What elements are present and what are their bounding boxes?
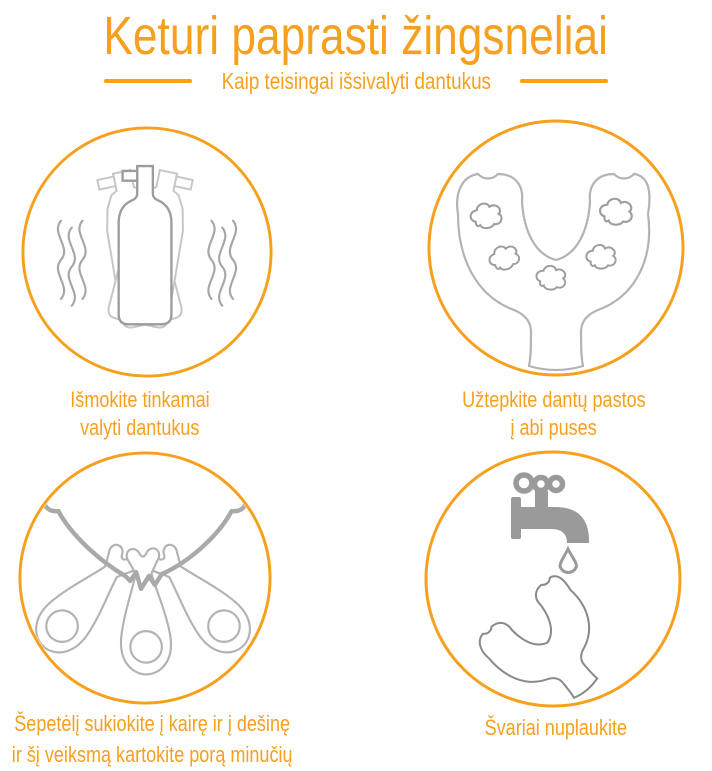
- page-subtitle: Kaip teisingai išsivalyti dantukus: [221, 68, 491, 94]
- rotating-brushes: [25, 536, 261, 675]
- faucet-icon: [511, 475, 589, 572]
- step-2-caption: [424, 386, 684, 442]
- step-1: [20, 125, 274, 379]
- step-3: [17, 450, 273, 706]
- step-2: [426, 118, 686, 378]
- u-toothbrush-with-paste-icon: [426, 118, 686, 378]
- right-dash-decoration: [520, 79, 608, 83]
- water-drop-icon: [560, 549, 577, 572]
- caption-line: valyti dantukus: [80, 415, 200, 440]
- faucet-rinse-icon: [423, 449, 683, 709]
- caption-line: Šepetėlį sukiokite į kairę ir į dešinę: [14, 711, 290, 736]
- caption-line: Švariai nuplaukite: [484, 715, 628, 740]
- subtitle-row: [0, 67, 712, 95]
- rinsed-toothbrush: [474, 572, 627, 709]
- page-title: [0, 8, 712, 64]
- caption-line: Išmokite tinkamai: [70, 387, 210, 412]
- step-4-caption: [426, 714, 686, 742]
- faucet-handle-rings: [516, 475, 563, 491]
- caption-line: ir šį veiksmą kartokite porą minučių: [11, 742, 293, 767]
- caption-line: Užtepkite dantų pastos: [462, 387, 646, 412]
- left-dash-decoration: [104, 79, 192, 83]
- caption-line: į abi puses: [510, 415, 598, 440]
- step-1-caption: [10, 386, 270, 442]
- shaking-bottle-icon: [20, 125, 274, 379]
- page-title-text: Keturi paprasti žingsneliai: [103, 6, 609, 66]
- faucet-body: [511, 491, 589, 543]
- mouth-with-rotating-brushes-icon: [17, 450, 273, 706]
- step-4: [423, 449, 683, 709]
- step-3-caption: [11, 708, 293, 770]
